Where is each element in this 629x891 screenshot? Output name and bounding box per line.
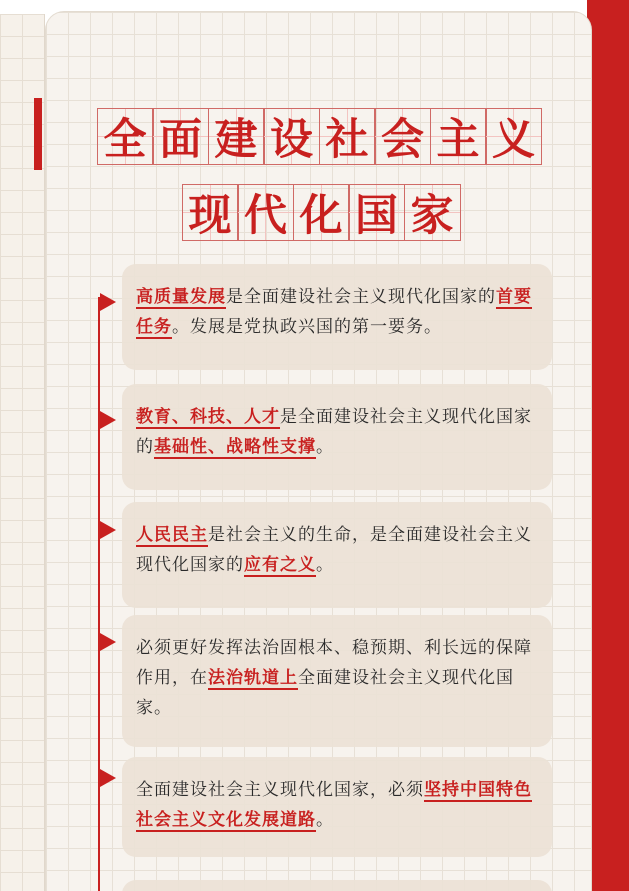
point-card-3 xyxy=(122,502,552,608)
title-char: 设 xyxy=(263,108,320,165)
point-text xyxy=(136,520,540,580)
bullet-arrow-icon xyxy=(100,769,116,787)
red-bookmark-tab xyxy=(34,98,42,170)
text-segment: 是全面建设社会主义现代化国家的 xyxy=(226,287,496,307)
bullet-arrow-icon xyxy=(100,293,116,311)
point-text xyxy=(136,282,540,342)
text-segment: 。 xyxy=(316,810,334,830)
text-segment: 是社会主义的生命，是全面建设社会主义现代化国家的 xyxy=(136,525,532,575)
text-segment: 必须更好发挥法治固根本、稳预期、利长远的保障作用，在 xyxy=(136,638,532,688)
title-char: 国 xyxy=(348,184,405,241)
title-char: 化 xyxy=(293,184,350,241)
text-segment: 。发展是党执政兴国的第一要务。 xyxy=(172,317,442,337)
red-border-right xyxy=(587,0,629,891)
highlighted-phrase: 应有之义 xyxy=(244,555,316,575)
title-char: 义 xyxy=(485,108,542,165)
bullet-arrow-icon xyxy=(100,521,116,539)
highlighted-phrase: 坚持中国特色社会主义文化发展道路 xyxy=(136,780,532,830)
point-text xyxy=(136,775,540,835)
title-char: 会 xyxy=(374,108,431,165)
title-char: 建 xyxy=(208,108,265,165)
point-card-2 xyxy=(122,384,552,490)
point-card-5 xyxy=(122,757,552,857)
bullet-arrow-icon xyxy=(100,633,116,651)
point-text xyxy=(136,633,540,723)
title-char: 面 xyxy=(152,108,209,165)
point-card-1 xyxy=(122,264,552,370)
title-line-2 xyxy=(183,184,461,241)
point-text xyxy=(136,402,540,462)
point-card-6 xyxy=(122,880,552,891)
title-char: 全 xyxy=(97,108,154,165)
highlighted-phrase: 法治轨道上 xyxy=(208,668,298,688)
text-segment: 全面建设社会主义现代化国家。 xyxy=(136,668,514,718)
title-char: 主 xyxy=(430,108,487,165)
text-segment: 。 xyxy=(316,555,334,575)
title-char: 代 xyxy=(237,184,294,241)
highlighted-phrase: 高质量发展 xyxy=(136,287,226,307)
point-card-4 xyxy=(122,615,552,747)
text-segment: 。 xyxy=(316,437,334,457)
front-page xyxy=(46,12,591,891)
title-line-1 xyxy=(98,108,542,165)
timeline-line xyxy=(98,297,100,891)
text-segment: 全面建设社会主义现代化国家，必须 xyxy=(136,780,424,800)
highlighted-phrase: 首要任务 xyxy=(136,287,532,337)
title-char: 家 xyxy=(404,184,461,241)
highlighted-phrase: 教育、科技、人才 xyxy=(136,407,280,427)
text-segment: 是全面建设社会主义现代化国家的 xyxy=(136,407,532,457)
bullet-arrow-icon xyxy=(100,411,116,429)
highlighted-phrase: 人民民主 xyxy=(136,525,208,545)
title-char: 现 xyxy=(182,184,239,241)
highlighted-phrase: 基础性、战略性支撑 xyxy=(154,437,316,457)
title-char: 社 xyxy=(319,108,376,165)
